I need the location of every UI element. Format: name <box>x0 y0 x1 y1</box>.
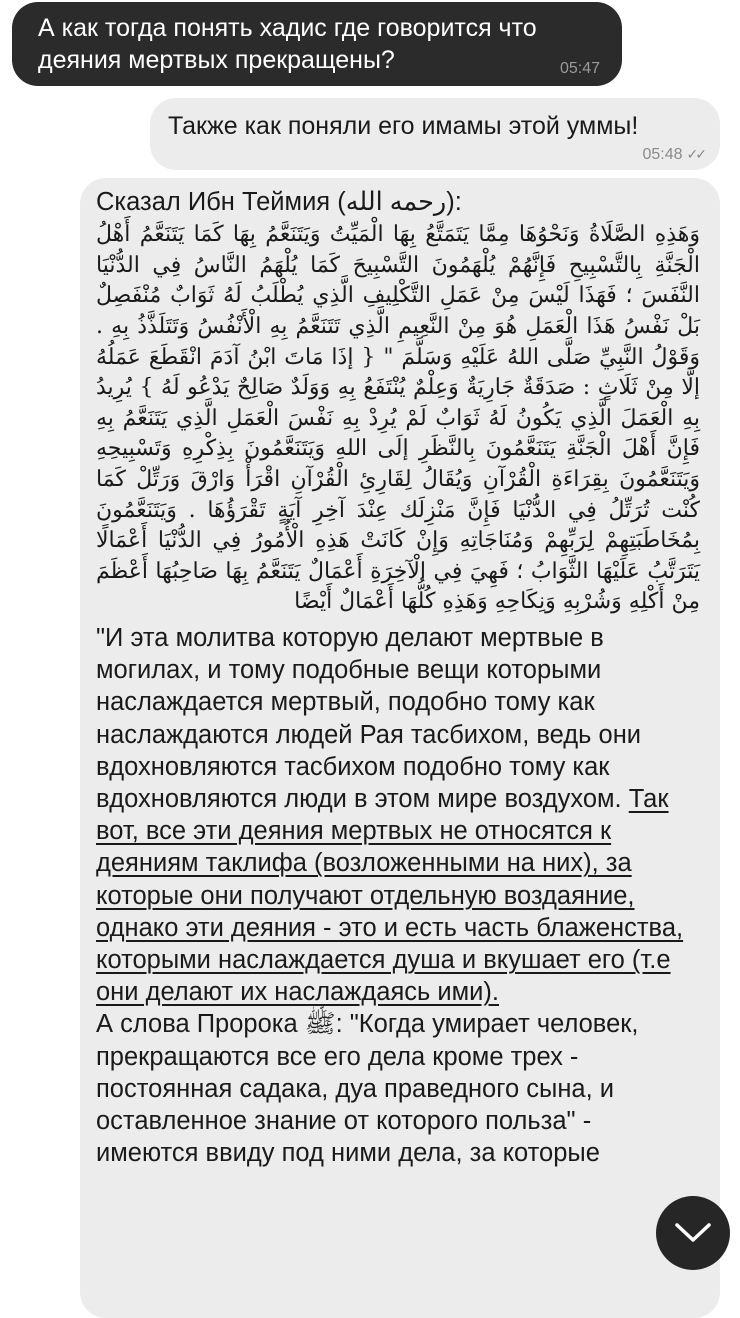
scroll-down-button[interactable] <box>656 1196 730 1270</box>
hadith-text: А слова Пророка ﷺ: "Когда умирает человек, прекращаются все его дела кроме трех - постоянная садака, дуа праведного сына, и оставленное знание от которого польза" - имеются ввиду под ними дела, за которые <box>96 1010 639 1168</box>
translation-plain: "И эта молитва которую делают мертвые в могилах, и тому подобные вещи которыми наслаждается мертвый, подобно тому как наслаждаются людей Рая тасбихом, ведь они вдохновляются тасбихом подобно тому как вдохновляются люди в этом мире воздухом. <box>96 623 642 813</box>
long-message-bubble[interactable] <box>80 178 720 1318</box>
chevron-down-icon <box>673 1221 713 1245</box>
message-text: Также как поняли его имамы этой уммы! <box>168 112 639 140</box>
message-time: 05:47 <box>559 60 600 77</box>
message-time: 05:48 <box>642 146 683 163</box>
translation-text <box>96 622 700 1008</box>
outgoing-message-bubble[interactable] <box>150 98 720 170</box>
message-intro: Сказал Ибн Теймия (رحمه الله): <box>96 188 462 216</box>
incoming-message-bubble[interactable] <box>12 2 622 86</box>
read-checks-icon: ✓✓ <box>686 146 704 162</box>
message-meta <box>642 146 704 164</box>
message-text: А как тогда понять хадис где говорится что деяния мертвых прекращены? <box>38 14 537 74</box>
arabic-quote: وَهَذِهِ الصَّلَاةُ وَنَحْوُهَا مِمَّا يَتَمَتَّعُ بِهَا الْمَيِّتُ وَيَتَنَعَّمُ بِهَا كَمَا يَتَنَعَّمُ أَهْلُ الْجَنَّةِ بِالتَّسْبِيحِ فَإِنَّهُمْ يُلْهَمُونَ التَّسْبِيحَ كَمَا يُلْهَمُ النَّاسُ فِي الدُّنْيَا النَّفَسَ ؛ فَهَذَا لَيْسَ مِنْ عَمَلِ التَّكْلِيفِ الَّذِي يُطْلَبُ لَهُ ثَوَابٌ مُنْفَصِلٌ بَلْ نَفْسُ هَذَا الْعَمَلِ هُوَ مِنْ النَّعِيمِ الَّذِي تَتَنَعَّمُ بِهِ الْأَنْفُسُ وَتَتَلَذَّذُ بِهِ . وَقَوْلُ النَّبِيِّ صَلَّى اللهُ عَلَيْهِ وَسَلَّمَ " { إذَا مَاتَ ابْنُ آدَمَ انْقَطَعَ عَمَلُهُ إلَّا مِنْ ثَلَاثٍ : صَدَقَةٌ جَارِيَةٌ وَعِلْمٌ يُنْتَفَعُ بِهِ وَوَلَدٌ صَالِحٌ يَدْعُو لَهُ } يُرِيدُ بِهِ الْعَمَلَ الَّذِي يَكُونُ لَهُ ثَوَابٌ لَمْ يُرِدْ بِهِ نَفْسَ الْعَمَلِ الَّذِي يَتَنَعَّمُ بِهِ فَإِنَّ أَهْلَ الْجَنَّةِ يَتَنَعَّمُونَ بِالنَّظَرِ إلَى اللهِ وَيَتَنَعَّمُونَ بِذِكْرِهِ وَتَسْبِيحِهِ وَيَتَنَعَّمُونَ بِقِرَاءَةِ الْقُرْآنِ وَيُقَالُ لِقَارِئِ الْقُرْآنِ اقْرَأْ وَارْقَ وَرَتِّلْ كَمَا كُنْت تُرَتِّلُ فِي الدُّنْيَا فَإِنَّ مَنْزِلَك عِنْدَ آخِرِ آيَةٍ تَقْرَؤُهَا . وَيَتَنَعَّمُونَ بِمُخَاطَبَتِهِمْ لِرَبِّهِمْ وَمُنَاجَاتِهِ وَإِنْ كَانَتْ هَذِهِ الْأُمُورُ فِي الدُّنْيَا أَعْمَالًا يَتَرَتَّبُ عَلَيْهَا الثَّوَابُ ؛ فَهِيَ فِي الْآخِرَةِ أَعْمَالٌ يَتَنَعَّمُ بِهَا صَاحِبُهَا أَعْظَمَ مِنْ أَكْلِهِ وَشُرْبِهِ وَنِكَاحِهِ وَهَذِهِ كُلُّهَا أَعْمَالٌ أَيْضًا <box>96 222 700 615</box>
translation-underlined: Так вот, все эти деяния мертвых не относятся к деяниям таклифа (возложенными на них), за которые они получают отдельную воздаяние, однако эти деяния - это и есть часть блаженства, которыми наслаждается душа и вкушает его (т.е они делают их наслаждаясь ими). <box>96 784 684 1007</box>
